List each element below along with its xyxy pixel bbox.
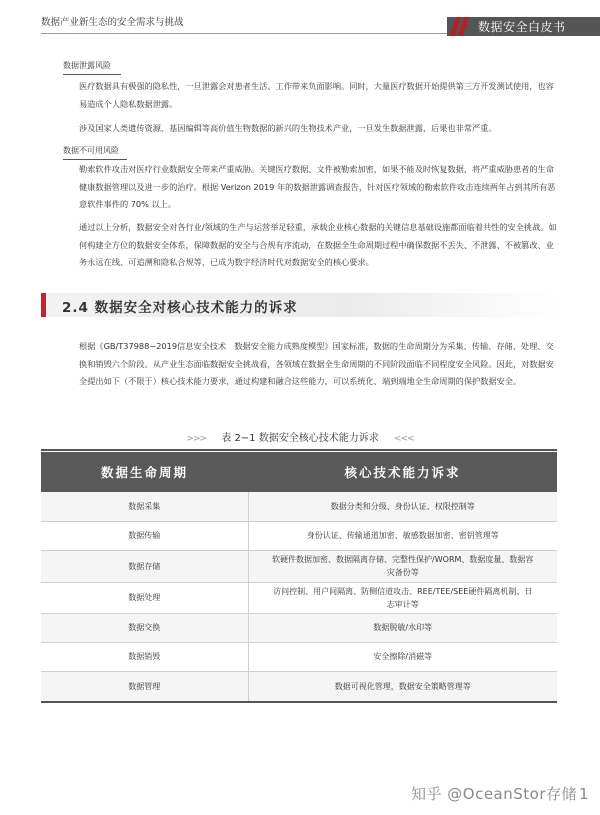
cell-stage: 数据采集 [41,492,248,521]
capability-table [41,452,557,703]
running-header: 数据产业新生态的安全需求与挑战 [41,17,184,28]
watermark: 知乎 @OceanStor存储 1 [411,785,590,803]
cell-requirement: 身份认证、传输通道加密、敏感数据加密、密钥管理等 [248,521,557,550]
paragraph-intro: 根据《GB/T37988−2019信息安全技术 数据安全能力成熟度模型》国家标准，数据的生命周期分为采集、传输、存储、处理、交换和销毁六个阶段。从产业生态面临数据安全挑战看，各领域在数据全生命周期的不同阶段面临不同程度安全风险。因此，对数据安全提出如下（不限于）核心技术能力要求，通过构建和融合这些能力，可以系统化、端到端地全生命周期的保护数据安全。 [79,341,554,386]
cell-requirement: 数据脱敏/水印等 [248,613,557,642]
subheading-leak-risk: 数据泄露风险 [63,61,111,70]
cell-requirement: 数据可视化管理，数据安全策略管理等 [248,671,557,702]
table-row [41,521,557,550]
table-row [41,613,557,642]
paragraph-summary: 通过以上分析，数据安全对各行业/领域的生产与运营举足轻重，承载企业核心数据的关键信息基础设施都面临着共性的安全挑战。如何构建全方位的数据安全体系，保障数据的安全与合规有序流动，在数据全生命周期过程中确保数据不丢失、不泄露、不被篡改、业务永远在线、可追溯和隐私合规等，已成为数字经济时代对数据安全的核心要求。 [79,222,557,267]
subheading-underline [63,159,127,160]
table-top-rule [41,449,557,451]
cell-requirement: 访问控制、用户间隔离、防侧信道攻击、REE/TEE/SEE硬件隔离机制、日志审计等 [248,582,557,613]
section-heading-accent [41,293,46,317]
header-divider [41,33,447,34]
cell-stage: 数据销毁 [41,642,248,671]
section-heading: 2.4 数据安全对核心技术能力的诉求 [62,300,298,316]
header-lifecycle: 数据生命周期 [41,452,248,492]
table-row [41,582,557,613]
table-row [41,642,557,671]
cell-requirement: 数据分类和分级、身份认证、权限控制等 [248,492,557,521]
table-row [41,671,557,702]
table-row [41,492,557,521]
cell-stage: 数据存储 [41,550,248,582]
header-requirements: 核心技术能力诉求 [248,452,557,492]
table-bottom-rule [41,701,557,703]
caption-text: 表 2−1 数据安全核心技术能力诉求 [221,433,379,444]
header-badge-title: 数据安全白皮书 [478,20,566,34]
cell-stage: 数据管理 [41,671,248,702]
table-header-row [41,452,557,492]
paragraph-leak-1: 医疗数据具有极强的隐私性，一旦泄露会对患者生活、工作带来负面影响。同时，大量医疗数据开始提供第三方开发测试使用，也容易造成个人隐私数据泄露。 [79,81,554,109]
cell-stage: 数据处理 [41,582,248,613]
page-number: 1 [579,785,590,803]
caption-arrows-right: <<< [393,434,414,444]
cell-stage: 数据传输 [41,521,248,550]
cell-requirement: 软硬件数据加密、数据隔离存储、完整性保护/WORM、数据度量、数据容灾备份等 [248,550,557,582]
cell-stage: 数据交换 [41,613,248,642]
caption-arrows-left: >>> [186,434,207,444]
table-caption [0,429,600,444]
table-row [41,550,557,582]
paragraph-leak-2: 涉及国家人类遗传资源、基因编辑等高价值生物数据的新兴的生物技术产业，一旦发生数据泄露，后果也非常严重。 [79,123,497,133]
cell-requirement: 安全擦除/消磁等 [248,642,557,671]
subheading-underline [63,74,121,75]
paragraph-unavailable: 勒索软件攻击对医疗行业数据安全带来严重威胁。关键医疗数据、文件被勒索加密，如果不能及时恢复数据，将严重威胁患者的生命健康数据管理以及进一步的治疗。根据 Verizon 2019 年的数据泄露调查报告，针对医疗领域的勒索软件攻击连续两年占到其所有恶意软件事件的 70% 以上。 [79,164,556,209]
subheading-unavailable-risk: 数据不可用风险 [63,146,119,155]
